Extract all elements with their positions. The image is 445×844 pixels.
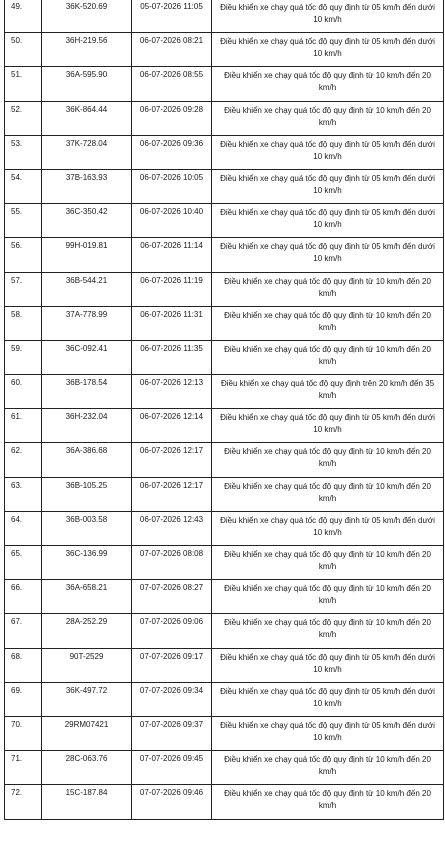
violation-time: 07-07-2026 09:06: [132, 614, 212, 648]
license-plate: 36B-003.58: [42, 511, 132, 545]
table-row: [5, 409, 444, 443]
violation-description: Điều khiển xe chạy quá tốc độ quy định từ 10 km/h đến 20 km/h: [212, 340, 444, 374]
violation-description: Điều khiển xe chạy quá tốc độ quy định từ 10 km/h đến 20 km/h: [212, 272, 444, 306]
table-row: [5, 375, 444, 409]
row-number: 62.: [5, 443, 42, 477]
table-row: [5, 135, 444, 169]
violation-time: 07-07-2026 09:45: [132, 751, 212, 785]
table-row: [5, 580, 444, 614]
table-row: [5, 477, 444, 511]
table-row: [5, 785, 444, 819]
violations-table-body: [5, 0, 444, 819]
row-number: 72.: [5, 785, 42, 819]
license-plate: 36H-232.04: [42, 409, 132, 443]
violation-time: 06-07-2026 12:43: [132, 511, 212, 545]
violation-time: 06-07-2026 12:17: [132, 477, 212, 511]
table-row: [5, 0, 444, 33]
violation-time: 07-07-2026 09:37: [132, 716, 212, 750]
violation-description: Điều khiển xe chạy quá tốc độ quy định từ 10 km/h đến 20 km/h: [212, 477, 444, 511]
row-number: 71.: [5, 751, 42, 785]
row-number: 53.: [5, 135, 42, 169]
violation-description: Điều khiển xe chạy quá tốc độ quy định từ 10 km/h đến 20 km/h: [212, 443, 444, 477]
violation-description: Điều khiển xe chạy quá tốc độ quy định từ 10 km/h đến 20 km/h: [212, 785, 444, 819]
row-number: 61.: [5, 409, 42, 443]
violation-time: 06-07-2026 09:28: [132, 101, 212, 135]
violation-time: 06-07-2026 10:05: [132, 169, 212, 203]
table-row: [5, 682, 444, 716]
violation-time: 06-07-2026 08:55: [132, 67, 212, 101]
row-number: 57.: [5, 272, 42, 306]
violations-table: [4, 0, 444, 820]
violation-description: Điều khiển xe chạy quá tốc độ quy định từ 05 km/h đến dưới 10 km/h: [212, 682, 444, 716]
violation-time: 06-07-2026 12:17: [132, 443, 212, 477]
violation-description: Điều khiển xe chạy quá tốc độ quy định từ 05 km/h đến dưới 10 km/h: [212, 511, 444, 545]
violation-description: Điều khiển xe chạy quá tốc độ quy định từ 05 km/h đến dưới 10 km/h: [212, 648, 444, 682]
license-plate: 36B-178.54: [42, 375, 132, 409]
violation-time: 06-07-2026 09:36: [132, 135, 212, 169]
violation-time: 06-07-2026 08:21: [132, 33, 212, 67]
row-number: 69.: [5, 682, 42, 716]
license-plate: 37A-778.99: [42, 306, 132, 340]
violation-description: Điều khiển xe chạy quá tốc độ quy định từ 10 km/h đến 20 km/h: [212, 67, 444, 101]
violation-description: Điều khiển xe chạy quá tốc độ quy định từ 05 km/h đến dưới 10 km/h: [212, 33, 444, 67]
table-row: [5, 716, 444, 750]
license-plate: 36C-136.99: [42, 546, 132, 580]
violation-description: Điều khiển xe chạy quá tốc độ quy định từ 10 km/h đến 20 km/h: [212, 101, 444, 135]
license-plate: 28A-252.29: [42, 614, 132, 648]
license-plate: 28C-063.76: [42, 751, 132, 785]
violation-description: Điều khiển xe chạy quá tốc độ quy định từ 05 km/h đến dưới 10 km/h: [212, 135, 444, 169]
license-plate: 36B-105.25: [42, 477, 132, 511]
violation-description: Điều khiển xe chạy quá tốc độ quy định từ 05 km/h đến dưới 10 km/h: [212, 409, 444, 443]
license-plate: 29RM07421: [42, 716, 132, 750]
row-number: 49.: [5, 0, 42, 33]
table-row: [5, 648, 444, 682]
violation-time: 06-07-2026 12:13: [132, 375, 212, 409]
violation-time: 06-07-2026 12:14: [132, 409, 212, 443]
row-number: 63.: [5, 477, 42, 511]
row-number: 51.: [5, 67, 42, 101]
violation-time: 06-07-2026 11:31: [132, 306, 212, 340]
license-plate: 36C-350.42: [42, 204, 132, 238]
violation-time: 06-07-2026 10:40: [132, 204, 212, 238]
row-number: 52.: [5, 101, 42, 135]
license-plate: 36K-497.72: [42, 682, 132, 716]
row-number: 68.: [5, 648, 42, 682]
license-plate: 90T-2529: [42, 648, 132, 682]
license-plate: 36H-219.56: [42, 33, 132, 67]
violation-time: 07-07-2026 08:27: [132, 580, 212, 614]
table-row: [5, 306, 444, 340]
row-number: 59.: [5, 340, 42, 374]
table-row: [5, 614, 444, 648]
license-plate: 36C-092.41: [42, 340, 132, 374]
violation-time: 05-07-2026 11:05: [132, 0, 212, 33]
table-row: [5, 204, 444, 238]
table-row: [5, 33, 444, 67]
row-number: 55.: [5, 204, 42, 238]
row-number: 64.: [5, 511, 42, 545]
violation-time: 07-07-2026 09:34: [132, 682, 212, 716]
license-plate: 37B-163.93: [42, 169, 132, 203]
license-plate: 36A-658.21: [42, 580, 132, 614]
violation-description: Điều khiển xe chạy quá tốc độ quy định từ 05 km/h đến dưới 10 km/h: [212, 0, 444, 33]
row-number: 54.: [5, 169, 42, 203]
row-number: 70.: [5, 716, 42, 750]
violation-time: 06-07-2026 11:14: [132, 238, 212, 272]
table-row: [5, 546, 444, 580]
violation-description: Điều khiển xe chạy quá tốc độ quy định từ 10 km/h đến 20 km/h: [212, 546, 444, 580]
violation-time: 06-07-2026 11:19: [132, 272, 212, 306]
row-number: 58.: [5, 306, 42, 340]
table-row: [5, 101, 444, 135]
violation-time: 06-07-2026 11:35: [132, 340, 212, 374]
row-number: 66.: [5, 580, 42, 614]
violation-description: Điều khiển xe chạy quá tốc độ quy định từ 05 km/h đến dưới 10 km/h: [212, 169, 444, 203]
violation-description: Điều khiển xe chạy quá tốc độ quy định trên 20 km/h đến 35 km/h: [212, 375, 444, 409]
table-row: [5, 751, 444, 785]
table-row: [5, 169, 444, 203]
violation-time: 07-07-2026 09:17: [132, 648, 212, 682]
row-number: 56.: [5, 238, 42, 272]
row-number: 67.: [5, 614, 42, 648]
table-row: [5, 238, 444, 272]
violation-description: Điều khiển xe chạy quá tốc độ quy định từ 05 km/h đến dưới 10 km/h: [212, 716, 444, 750]
table-row: [5, 67, 444, 101]
license-plate: 36K-520.69: [42, 0, 132, 33]
table-row: [5, 511, 444, 545]
row-number: 60.: [5, 375, 42, 409]
violation-time: 07-07-2026 09:46: [132, 785, 212, 819]
violation-description: Điều khiển xe chạy quá tốc độ quy định từ 10 km/h đến 20 km/h: [212, 306, 444, 340]
violation-time: 07-07-2026 08:08: [132, 546, 212, 580]
license-plate: 36A-595.90: [42, 67, 132, 101]
license-plate: 15C-187.84: [42, 785, 132, 819]
license-plate: 37K-728.04: [42, 135, 132, 169]
violation-description: Điều khiển xe chạy quá tốc độ quy định từ 10 km/h đến 20 km/h: [212, 751, 444, 785]
license-plate: 36A-386.68: [42, 443, 132, 477]
table-row: [5, 272, 444, 306]
violation-description: Điều khiển xe chạy quá tốc độ quy định từ 05 km/h đến dưới 10 km/h: [212, 238, 444, 272]
row-number: 65.: [5, 546, 42, 580]
row-number: 50.: [5, 33, 42, 67]
violation-description: Điều khiển xe chạy quá tốc độ quy định từ 05 km/h đến dưới 10 km/h: [212, 204, 444, 238]
table-row: [5, 443, 444, 477]
license-plate: 99H-019.81: [42, 238, 132, 272]
violation-description: Điều khiển xe chạy quá tốc độ quy định từ 10 km/h đến 20 km/h: [212, 580, 444, 614]
table-row: [5, 340, 444, 374]
violation-description: Điều khiển xe chạy quá tốc độ quy định từ 10 km/h đến 20 km/h: [212, 614, 444, 648]
license-plate: 36K-864.44: [42, 101, 132, 135]
license-plate: 36B-544.21: [42, 272, 132, 306]
